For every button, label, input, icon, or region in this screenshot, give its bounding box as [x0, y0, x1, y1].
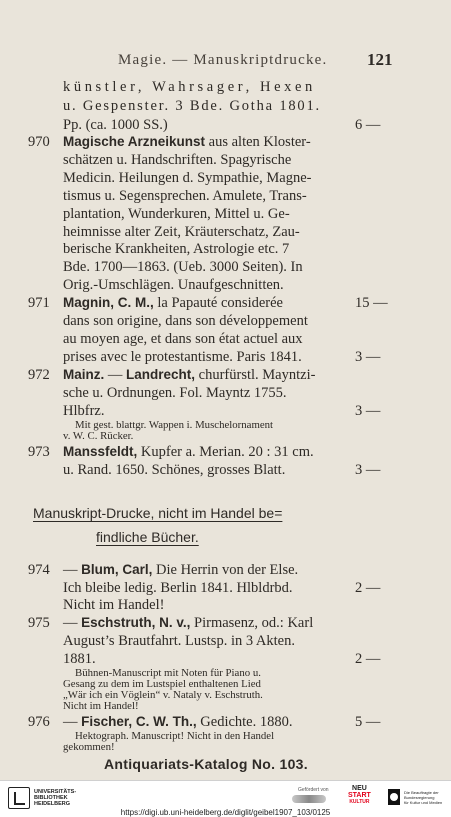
entry-number: 975 — [28, 615, 50, 632]
price: 15 — — [355, 295, 388, 312]
text-line: künstler, Wahrsager, Hexen — [63, 78, 316, 95]
price: 3 — — [355, 461, 381, 478]
price: 2 — — [355, 579, 381, 596]
catalog-entry-976: 976 — Fischer, C. W. Th., Gedichte. 1880. 5 — — [28, 714, 381, 731]
text-line: sche u. Ordnungen. Fol. Mayntz 1755. — [63, 385, 287, 402]
text-line: u. Rand. 1650. Schönes, grosses Blatt. 3 — — [63, 461, 381, 478]
catalog-entry-971: 971 Magnin, C. M., la Papauté considerée 15 — — [28, 295, 388, 312]
sponsor-logo-icon — [292, 795, 326, 803]
text-line: berische Krankheiten, Astrologie etc. 7 — [63, 241, 290, 258]
note-line: Bühnen-Manuscript mit Noten für Piano u. — [75, 667, 261, 680]
entry-head: Magische Arzneikunst — [63, 133, 206, 149]
text-line: tismus u. Segensprechen. Amulete, Trans- — [63, 187, 307, 204]
sponsor-caption: Gefördert von — [298, 787, 329, 793]
entry-number: 971 — [28, 295, 50, 312]
catalog-entry-970: 970 Magische Arzneikunst aus alten Kloster- — [28, 133, 311, 150]
viewer-footer-strip — [0, 780, 451, 817]
price: 2 — — [355, 651, 381, 668]
note-line: „Wär ich ein Vöglein“ v. Nataly v. Eschstruth. — [63, 689, 263, 702]
page-number: 121 — [367, 50, 393, 69]
price: 5 — — [355, 714, 381, 731]
library-logo-text: UNIVERSITÄTS- BIBLIOTHEK HEIDELBERG — [34, 789, 77, 807]
entry-number: 970 — [28, 133, 50, 150]
note-line: gekommen! — [63, 741, 115, 754]
text-line: au moyen age, et dans son état actuel aux — [63, 331, 303, 348]
text-line: Ich bleibe ledig. Berlin 1841. Hlbldrbd. 2 — — [63, 579, 381, 596]
text-line: Pp. (ca. 1000 SS.) 6 — — [63, 116, 381, 133]
price: 3 — — [355, 403, 381, 420]
section-heading-cont: findliche Bücher. — [96, 528, 199, 545]
catalog-footer-title: Antiquariats-Katalog No. 103. — [104, 756, 308, 773]
text-line: Medicin. Heilungen d. Sympathie, Magne- — [63, 169, 312, 186]
entry-number: 976 — [28, 714, 50, 731]
text-line: Bde. 1700—1863. (Ueb. 3000 Seiten). In — [63, 259, 303, 276]
text-line: prises avec le protestantisme. Paris 1841. 3 — — [63, 349, 381, 366]
entry-number: 974 — [28, 561, 50, 578]
permalink-url[interactable]: https://digi.ub.uni-heidelberg.de/diglit/geibel1907_103/0125 — [120, 808, 331, 817]
text-line: dans son origine, dans son développement — [63, 313, 308, 330]
text-line: plantation, Wunderkuren, Mittel u. Ge- — [63, 205, 290, 222]
note-line: Hektograph. Manuscript! Nicht in den Handel — [75, 730, 275, 743]
note-line: v. W. C. Rücker. — [63, 429, 134, 442]
catalog-entry-975: 975 — Eschstruth, N. v., Pirmasenz, od.: Karl — [28, 615, 314, 632]
government-eagle-icon — [388, 789, 400, 805]
catalog-entry-973: 973 Manssfeldt, Kupfer a. Merian. 20 : 31 cm. — [28, 443, 314, 460]
entry-head: Manssfeldt, — [63, 443, 138, 459]
page-header — [0, 52, 451, 74]
section-heading: Manuskript-Drucke, nicht im Handel be= — [33, 504, 283, 521]
entry-head: Magnin, C. M., — [63, 295, 154, 311]
catalog-entry-972: 972 Mainz. — Landrecht, churfürstl. Mayntzi- — [28, 367, 316, 384]
note-line: Nicht im Handel! — [63, 700, 139, 713]
text-line: Orig.-Umschlägen. Unaufgeschnitten. — [63, 277, 284, 294]
text-line: heimnisse alter Zeit, Kräuterschatz, Zau- — [63, 223, 300, 240]
running-title: Magie. — Manuskriptdrucke. — [118, 52, 328, 68]
neustart-kultur-logo: NEU START KULTUR — [348, 785, 371, 805]
catalog-entry-974: 974 — Blum, Carl, Die Herrin von der Else. — [28, 561, 299, 578]
text-line: 1881. 2 — — [63, 651, 381, 668]
text-line: August’s Brautfahrt. Lustsp. in 3 Akten. — [63, 633, 295, 650]
text-line: Hlbfrz. 3 — — [63, 403, 381, 420]
text-line: u. Gespenster. 3 Bde. Gotha 1801. — [63, 97, 321, 114]
entry-number: 972 — [28, 367, 50, 384]
entry-number: 973 — [28, 443, 50, 460]
note-line: Mit gest. blattgr. Wappen i. Muschelornament — [75, 418, 274, 431]
government-logo-text: Die Beauftragte der Bundesregierung für Kultur und Medien — [404, 790, 443, 805]
university-library-logo-icon — [8, 787, 30, 809]
price: 6 — — [355, 116, 381, 133]
text-line: schätzen u. Handschriften. Spagyrische — [63, 151, 292, 168]
note-line: Gesang zu dem im Lustspiel enthaltenen Lied — [63, 678, 261, 691]
price: 3 — — [355, 349, 381, 366]
text-line: Nicht im Handel! — [63, 597, 165, 614]
